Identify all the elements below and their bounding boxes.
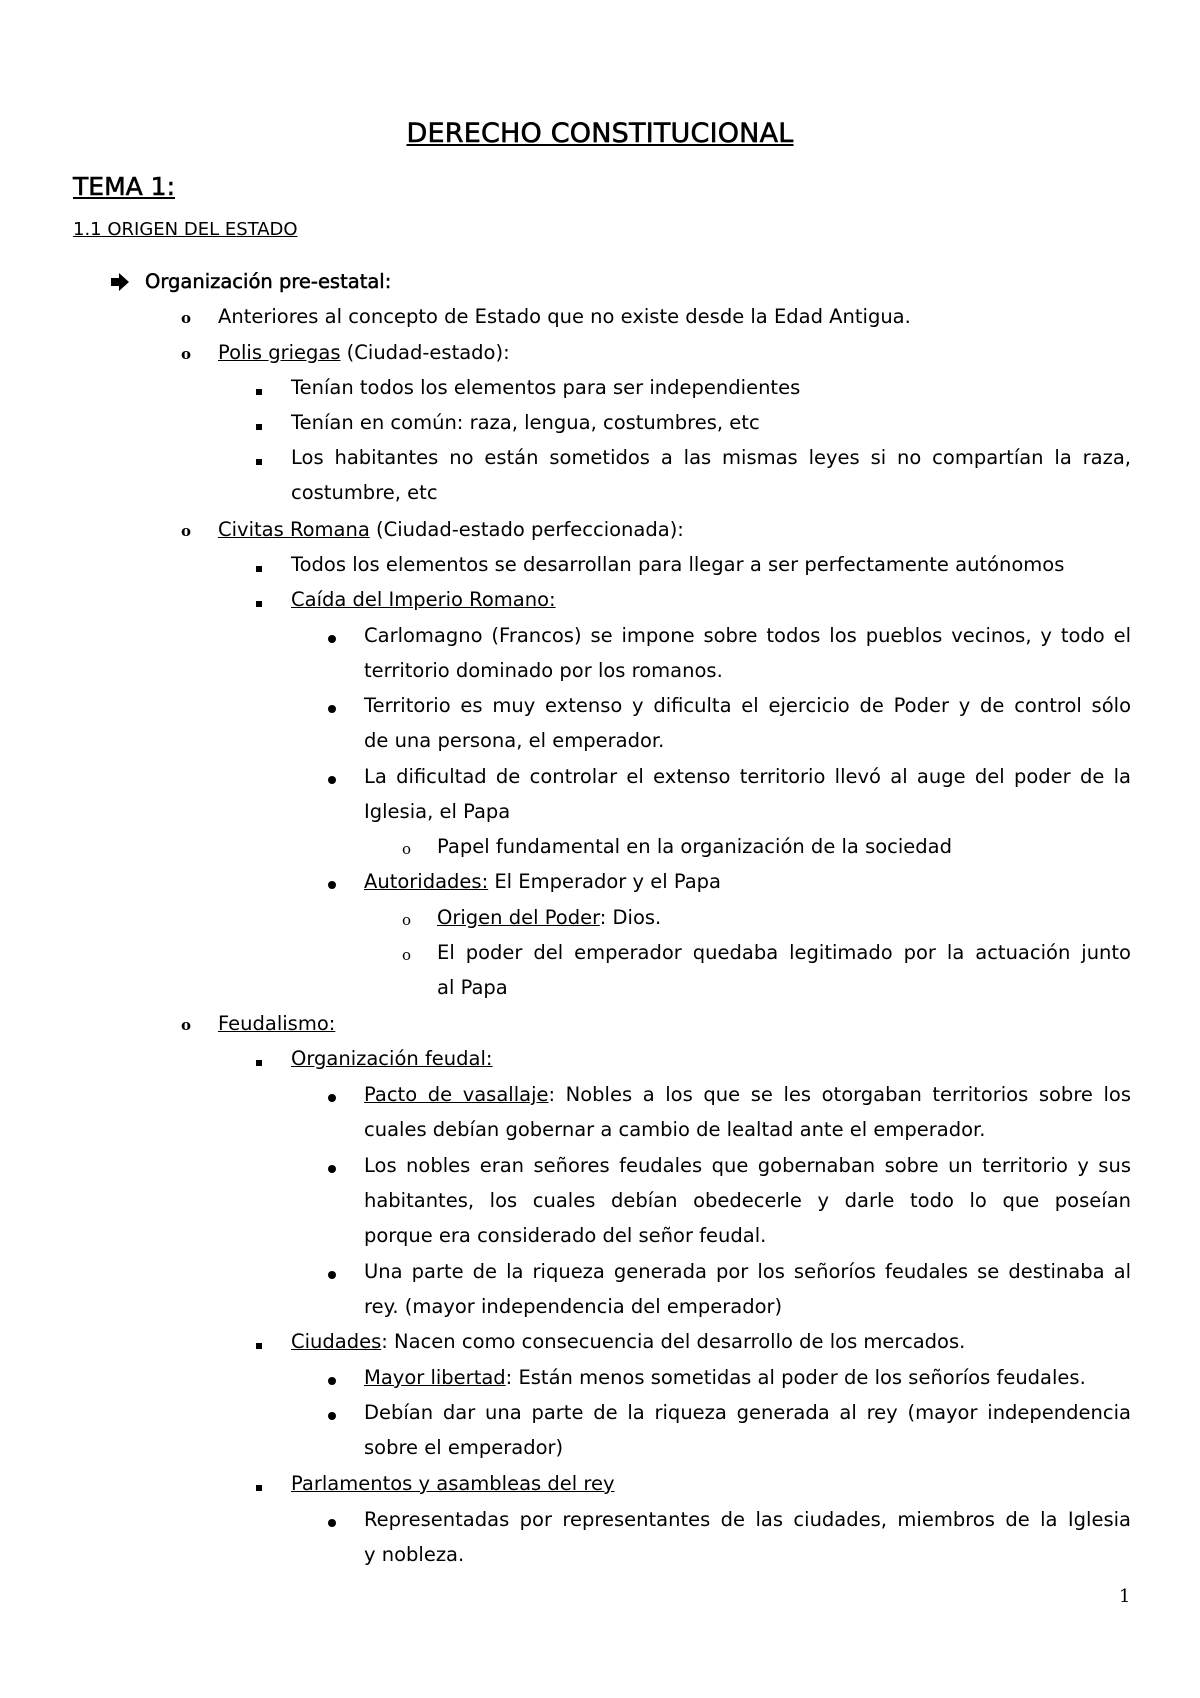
list-item-continuation: porque era considerado del señor feudal. bbox=[364, 1224, 767, 1247]
list-item: Tenían todos los elementos para ser independientes bbox=[291, 376, 801, 399]
list-item: Representadas por representantes de las ciudades, miembros de la Iglesia bbox=[364, 1508, 1131, 1531]
list-item: Feudalismo: bbox=[218, 1012, 336, 1035]
list-item: Anteriores al concepto de Estado que no existe desde la Edad Antigua. bbox=[218, 305, 911, 328]
square-bullet bbox=[256, 412, 262, 436]
list-item: Autoridades: El Emperador y el Papa bbox=[364, 870, 721, 893]
list-item: Territorio es muy extenso y dificulta el ejercicio de Poder y de control sólo bbox=[364, 694, 1131, 717]
list-item: La dificultad de controlar el extenso territorio llevó al auge del poder de la bbox=[364, 765, 1131, 788]
pre-estatal-heading: Organización pre-estatal: bbox=[145, 270, 392, 293]
list-item-continuation: territorio dominado por los romanos. bbox=[364, 659, 723, 682]
square-bullet bbox=[256, 1048, 262, 1072]
section-heading: 1.1 ORIGEN DEL ESTADO bbox=[73, 219, 298, 240]
o-bullet: o bbox=[181, 1016, 192, 1034]
list-item-continuation: sobre el emperador) bbox=[364, 1436, 564, 1459]
o-bullet: o bbox=[402, 946, 412, 964]
dot-bullet bbox=[328, 1402, 336, 1426]
list-item: Carlomagno (Francos) se impone sobre todos los pueblos vecinos, y todo el bbox=[364, 624, 1131, 647]
list-item: Caída del Imperio Romano: bbox=[291, 588, 556, 611]
o-bullet: o bbox=[402, 911, 412, 929]
page-number: 1 bbox=[1119, 1586, 1131, 1607]
o-bullet: o bbox=[402, 840, 412, 858]
list-item: Tenían en común: raza, lengua, costumbres, etc bbox=[291, 411, 760, 434]
list-item-continuation: y nobleza. bbox=[364, 1543, 465, 1566]
o-bullet: o bbox=[181, 345, 192, 363]
list-item: Todos los elementos se desarrollan para llegar a ser perfectamente autónomos bbox=[291, 553, 1065, 576]
tema-heading: TEMA 1: bbox=[73, 172, 176, 201]
list-item-continuation: costumbre, etc bbox=[291, 481, 438, 504]
dot-bullet bbox=[328, 1261, 336, 1285]
document-title: DERECHO CONSTITUCIONAL bbox=[406, 118, 794, 149]
list-item-continuation: cuales debían gobernar a cambio de lealtad ante el emperador. bbox=[364, 1118, 986, 1141]
list-item-continuation: Iglesia, el Papa bbox=[364, 800, 511, 823]
list-item: Parlamentos y asambleas del rey bbox=[291, 1472, 615, 1495]
arrow-bullet-icon bbox=[110, 270, 130, 294]
o-bullet: o bbox=[181, 522, 192, 540]
dot-bullet bbox=[328, 1367, 336, 1391]
list-item: Origen del Poder: Dios. bbox=[437, 906, 662, 929]
list-item: Los nobles eran señores feudales que gobernaban sobre un territorio y sus bbox=[364, 1154, 1131, 1177]
list-item: Mayor libertad: Están menos sometidas al poder de los señoríos feudales. bbox=[364, 1366, 1086, 1389]
list-item-continuation: al Papa bbox=[437, 976, 508, 999]
o-bullet: o bbox=[181, 309, 192, 327]
dot-bullet bbox=[328, 625, 336, 649]
list-item-continuation: rey. (mayor independencia del emperador) bbox=[364, 1295, 783, 1318]
dot-bullet bbox=[328, 695, 336, 719]
dot-bullet bbox=[328, 766, 336, 790]
list-item: Ciudades: Nacen como consecuencia del desarrollo de los mercados. bbox=[291, 1330, 966, 1353]
list-item: Los habitantes no están sometidos a las mismas leyes si no compartían la raza, bbox=[291, 446, 1131, 469]
list-item: Papel fundamental en la organización de la sociedad bbox=[437, 835, 953, 858]
list-item: Una parte de la riqueza generada por los señoríos feudales se destinaba al bbox=[364, 1260, 1131, 1283]
square-bullet bbox=[256, 1331, 262, 1355]
list-item-continuation: de una persona, el emperador. bbox=[364, 729, 665, 752]
list-item: El poder del emperador quedaba legitimado por la actuación junto bbox=[437, 941, 1131, 964]
square-bullet bbox=[256, 377, 262, 401]
dot-bullet bbox=[328, 1509, 336, 1533]
dot-bullet bbox=[328, 871, 336, 895]
list-item: Debían dar una parte de la riqueza generada al rey (mayor independencia bbox=[364, 1401, 1131, 1424]
list-item-continuation: habitantes, los cuales debían obedecerle y darle todo lo que poseían bbox=[364, 1189, 1131, 1212]
square-bullet bbox=[256, 447, 262, 471]
list-item: Organización feudal: bbox=[291, 1047, 493, 1070]
dot-bullet bbox=[328, 1155, 336, 1179]
square-bullet bbox=[256, 589, 262, 613]
list-item: Polis griegas (Ciudad-estado): bbox=[218, 341, 510, 364]
list-item: Pacto de vasallaje: Nobles a los que se les otorgaban territorios sobre los bbox=[364, 1083, 1131, 1106]
square-bullet bbox=[256, 554, 262, 578]
list-item: Civitas Romana (Ciudad-estado perfeccionada): bbox=[218, 518, 684, 541]
dot-bullet bbox=[328, 1084, 336, 1108]
square-bullet bbox=[256, 1473, 262, 1497]
